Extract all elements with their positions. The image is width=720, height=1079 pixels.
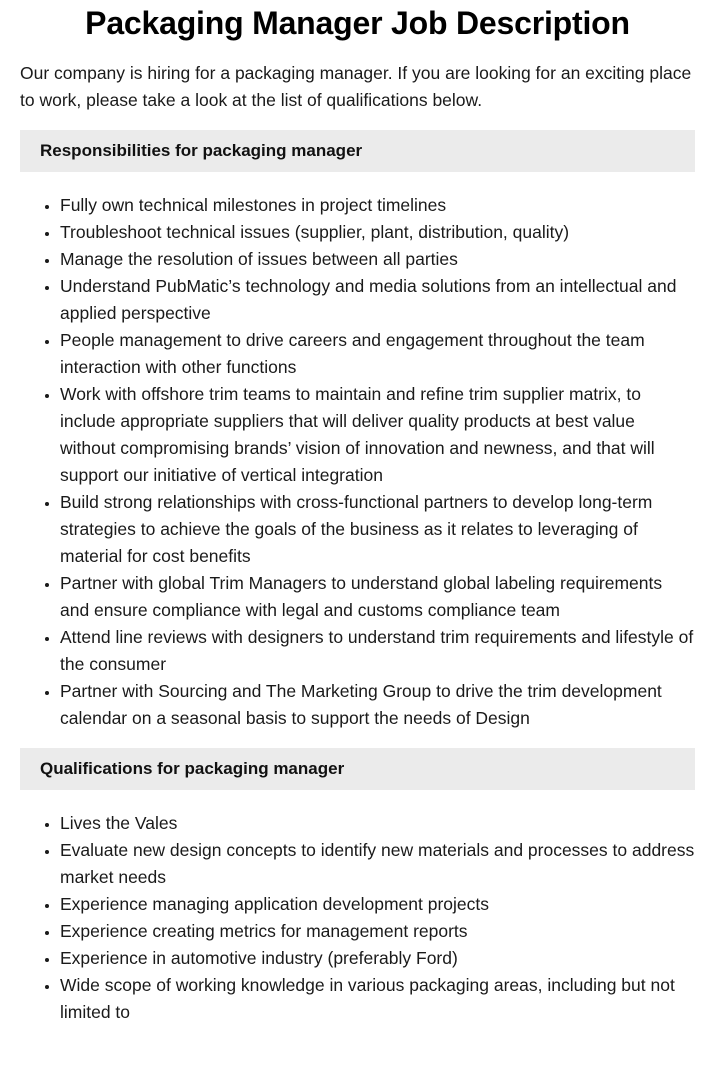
list-item: • Evaluate new design concepts to identify new materials and processes to address market needs: [60, 837, 695, 891]
list-item: • Attend line reviews with designers to understand trim requirements and lifestyle of the consumer: [60, 624, 695, 678]
qualifications-heading: Qualifications for packaging manager: [20, 748, 695, 790]
page-title: Packaging Manager Job Description: [85, 5, 630, 41]
list-item: • Partner with global Trim Managers to understand global labeling requirements and ensure compliance with legal and customs compliance team: [60, 570, 695, 624]
list-item: • Fully own technical milestones in project timelines: [60, 192, 695, 219]
list-item: • Understand PubMatic’s technology and media solutions from an intellectual and applied perspective: [60, 273, 695, 327]
list-item: • Experience managing application development projects: [60, 891, 695, 918]
list-item: • Lives the Vales: [60, 810, 695, 837]
list-item: • Experience in automotive industry (preferably Ford): [60, 945, 695, 972]
intro-paragraph: Our company is hiring for a packaging manager. If you are looking for an exciting place to work, please take a look at the list of qualifications below.: [20, 63, 692, 110]
list-item: • Partner with Sourcing and The Marketing Group to drive the trim development calendar on a seasonal basis to support the needs of Design: [60, 678, 695, 732]
list-item: • Wide scope of working knowledge in various packaging areas, including but not limited to: [60, 972, 695, 1026]
list-item: • Build strong relationships with cross-functional partners to develop long-term strategies to achieve the goals of the business as it relates to leveraging of material for cost benefits: [60, 489, 695, 570]
list-item: • People management to drive careers and engagement throughout the team interaction with other functions: [60, 327, 695, 381]
responsibilities-heading: Responsibilities for packaging manager: [20, 130, 695, 172]
list-item: • Troubleshoot technical issues (supplier, plant, distribution, quality): [60, 219, 695, 246]
list-item: • Manage the resolution of issues between all parties: [60, 246, 695, 273]
qualifications-list: [20, 810, 695, 1026]
responsibilities-list: [20, 192, 695, 732]
list-item: • Work with offshore trim teams to maintain and refine trim supplier matrix, to include appropriate suppliers that will deliver quality products at best value without compromising brands’ vision of innovation and newness, and that will support our initiative of vertical integration: [60, 381, 695, 489]
list-item: • Experience creating metrics for management reports: [60, 918, 695, 945]
